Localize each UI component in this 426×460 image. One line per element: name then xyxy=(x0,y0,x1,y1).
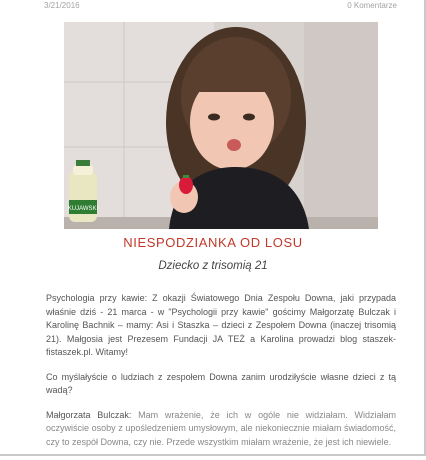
speaker-name: Małgorzata Bulczak: xyxy=(46,409,132,420)
intro-paragraph: Psychologia przy kawie: Z okazji Światowego Dnia Zespołu Downa, jaki przypada właśnie dziś - 21 marca - w "Psychologii przy kawie" gościmy Małgorzatę Bulczak i Karolinę Bachnik – mamy: Asi i Staszka – dzieci z Zespołem Downa (inaczej trisomią 21). Małgosia jest Prezesem Fundacji JA TEŻ a Karolina prowadzi blog staszek-fistaszek.pl. Witamy! xyxy=(46,293,396,357)
article-body xyxy=(46,292,396,460)
comments-link[interactable]: 0 Komentarze xyxy=(347,1,397,10)
article-photo xyxy=(64,22,378,229)
answer-text: Mam wrażenie, że ich w ogóle nie widziałam. Widziałam oczywiście osoby z upośledzeniem umysłowym, ale niekoniecznie miałam świadomość, czy to zespół Downa, czy nie. Przede wszystkim miałam wrażenie, że jest ich niewiele. xyxy=(46,409,396,447)
post-date: 3/21/2016 xyxy=(44,1,80,10)
post-meta-bar xyxy=(0,0,424,13)
question-paragraph: Co myślałyście o ludziach z zespołem Downa zanim urodziłyście własne dzieci z tą wadą? xyxy=(46,371,396,395)
bottle-label: KUJAWSKI xyxy=(67,206,99,212)
article-title: NIESPODZIANKA OD LOSU xyxy=(123,235,303,250)
answer-paragraph xyxy=(46,409,396,450)
article-subtitle: Dziecko z trisomią 21 xyxy=(158,260,268,272)
photo-of-child-with-strawberry-icon xyxy=(64,22,378,229)
